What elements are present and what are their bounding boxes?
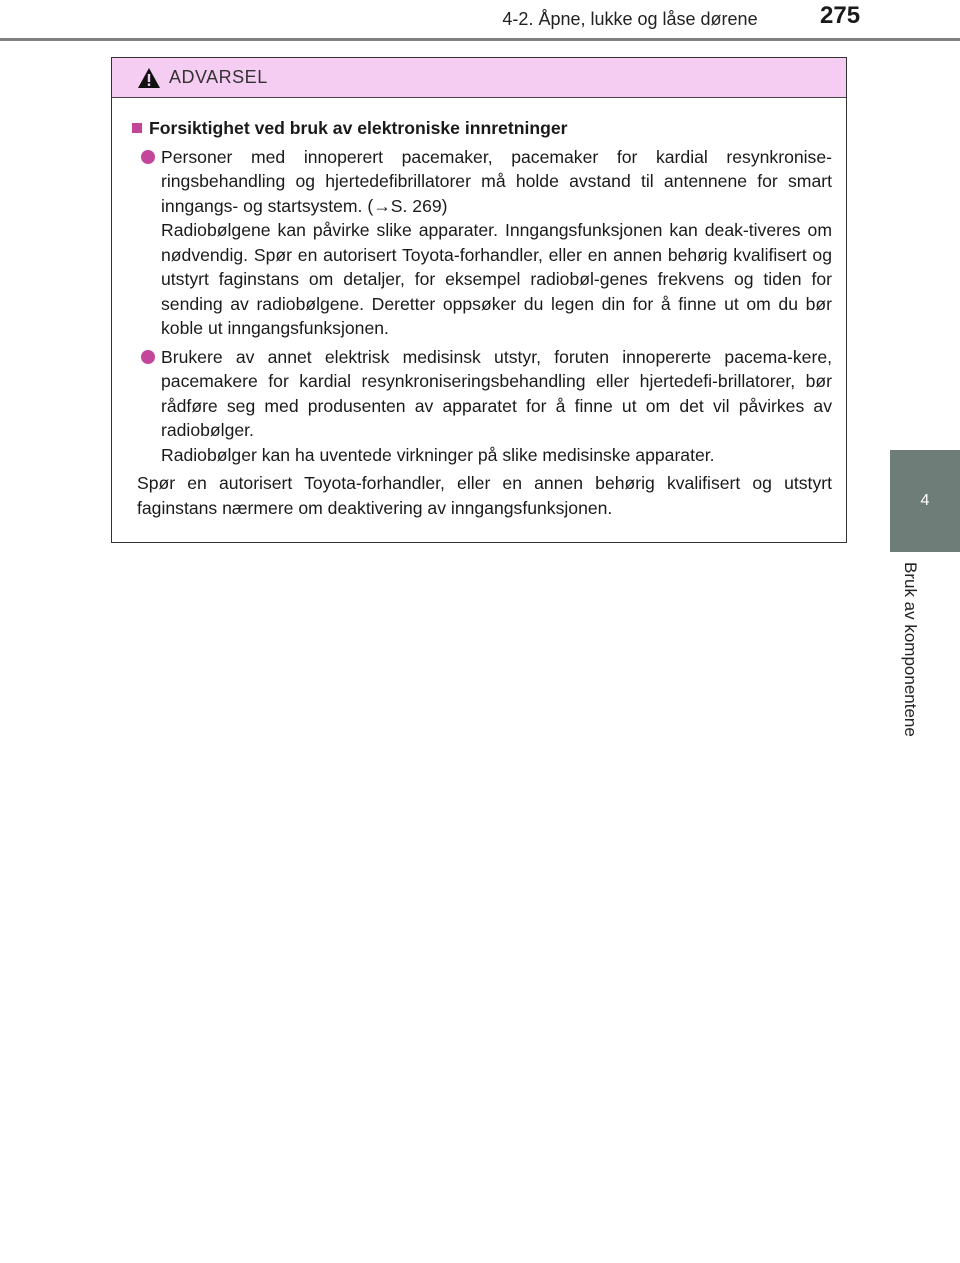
page-number: 275 — [820, 2, 861, 29]
section-title: 4-2. Åpne, lukke og låse dørene — [502, 9, 758, 29]
round-bullet-icon — [141, 150, 155, 164]
list-item — [141, 145, 832, 341]
chapter-tab-number: 4 — [920, 492, 930, 509]
warning-box — [111, 57, 847, 543]
warning-title: ADVARSEL — [169, 67, 268, 87]
item2-paragraph2: Radiobølger kan ha uventede virkninger på slike medisinske apparater. — [161, 444, 715, 465]
page-reference-link[interactable]: S. 269) — [390, 195, 448, 216]
round-bullet-icon — [141, 350, 155, 364]
list-item-text — [161, 345, 832, 468]
item1-paragraph2: Radiobølgene kan påvirke slike apparater. Inngangsfunksjonen kan deak-tiveres om nødvendig. Spør en autorisert Toyota-forhandler, eller en annen behørig kvalifisert og utstyrt faginstans om detaljer, for eksempel radiobøl-genes frekvens og tiden for sending av radiobølgene. Deretter oppsøker du legen din for å finne ut om du bør koble ut inngangsfunksjonen. — [161, 220, 832, 338]
item2-paragraph1: Brukere av annet elektrisk medisinsk utstyr, foruten innopererte pacema-kere, pacemakere for kardial resynkroniseringsbehandling eller hjertedefi-brillatorer, bør rådføre seg med produsenten av apparatet for å finne ut om det vil påvirkes av radiobølger. — [161, 346, 832, 440]
square-bullet-icon — [132, 123, 142, 133]
warning-body — [112, 98, 846, 520]
list-item-text — [161, 145, 832, 341]
chapter-side-label: Bruk av komponentene — [901, 562, 920, 737]
chapter-tab[interactable] — [890, 450, 960, 552]
list-item — [141, 345, 832, 468]
arrow-icon: → — [373, 195, 391, 216]
header-rule — [0, 38, 960, 41]
closing-note: Spør en autorisert Toyota-forhandler, eller en annen behørig kvalifisert og utstyrt faginstans nærmere om deaktivering av inngangsfunksjonen. — [137, 473, 832, 518]
warning-triangle-icon — [137, 67, 161, 89]
section-heading-text: Forsiktighet ved bruk av elektroniske innretninger — [149, 118, 568, 138]
warning-header — [112, 58, 846, 98]
section-heading — [132, 116, 832, 141]
item1-paragraph1: Personer med innoperert pacemaker, pacemaker for kardial resynkronise-ringsbehandling og hjertedefibrillatorer må holde avstand til antennene for smart inngangs- og startsystem. (→S. 269) — [161, 146, 832, 216]
